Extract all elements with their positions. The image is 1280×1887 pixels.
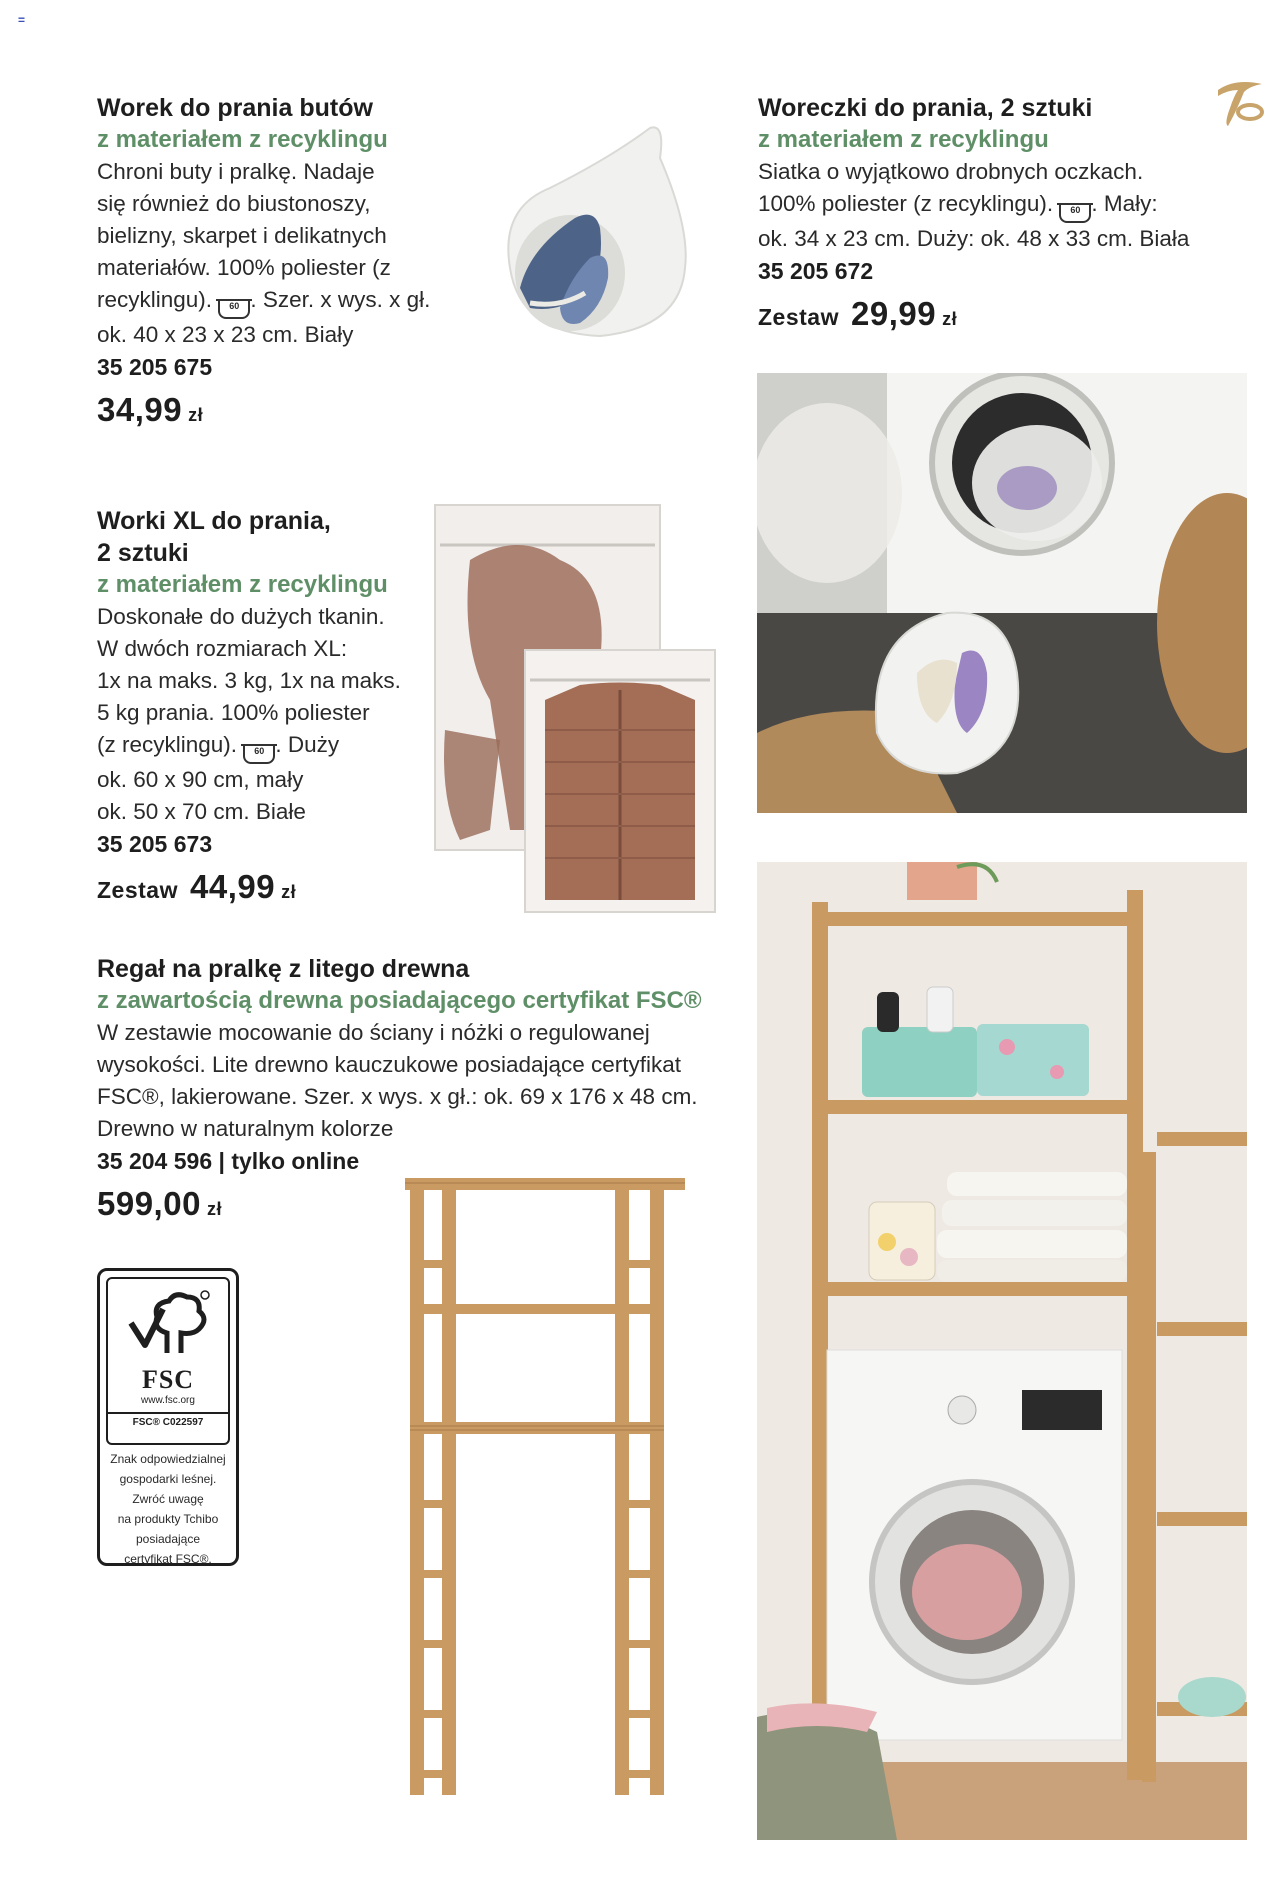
product-subtitle: z materiałem z recyklingu [758, 126, 1049, 153]
shoe-wash-bag-image [490, 118, 720, 348]
desc-line: ok. 50 x 70 cm. Białe [97, 799, 306, 824]
product-price [758, 295, 1238, 333]
price-value: 44,99 [189, 868, 276, 905]
desc-line: Chroni buty i pralkę. Nadaje [97, 159, 375, 184]
product-wash-bags-2pcs [758, 92, 1238, 333]
page-marker: = [18, 13, 26, 27]
product-subtitle: z materiałem z recyklingu [97, 571, 388, 598]
fsc-note-line: Znak odpowiedzialnej [110, 1452, 226, 1466]
xl-wash-bags-image [430, 500, 730, 920]
price-value: 34,99 [97, 391, 183, 428]
product-code: 35 205 673 [97, 831, 213, 857]
fsc-note-line: posiadające [135, 1532, 201, 1546]
product-subtitle: z zawartością drewna posiadającego certyfikat FSC® [97, 987, 702, 1014]
desc-line: 5 kg prania. 100% poliester [97, 700, 370, 725]
fsc-license: FSC® C022597 [132, 1417, 204, 1428]
wash-60-icon: 60 [1059, 203, 1091, 223]
product-title: Worek do prania butów [97, 94, 373, 122]
product-code: 35 205 672 [758, 258, 874, 284]
desc-line: ok. 34 x 23 cm. Duży: ok. 48 x 33 cm. Biała [758, 226, 1190, 251]
product-price [97, 391, 477, 429]
shelf-over-washer-photo [757, 862, 1247, 1840]
desc-line: ok. 60 x 90 cm, mały [97, 767, 304, 792]
product-shoe-wash-bag [97, 92, 477, 429]
desc-line: Doskonałe do dużych tkanin. [97, 604, 385, 629]
fsc-note-line: certyfikat FSC®. [124, 1552, 212, 1566]
price-currency: zł [188, 405, 204, 425]
desc-line: W zestawie mocowanie do ściany i nóżki o regulowanej [97, 1020, 650, 1045]
desc-line: Drewno w naturalnym kolorze [97, 1116, 394, 1141]
desc-line: . Szer. x wys. x gł. [250, 287, 431, 312]
fsc-logo-panel [106, 1277, 230, 1445]
desc-line: Siatka o wyjątkowo drobnych oczkach. [758, 159, 1144, 184]
product-subtitle: z materiałem z recyklingu [97, 126, 388, 153]
desc-line: ok. 40 x 23 x 23 cm. Biały [97, 322, 354, 347]
price-currency: zł [206, 1199, 222, 1219]
fsc-note [104, 1449, 232, 1569]
fsc-certificate-badge [97, 1268, 239, 1566]
set-label: Zestaw [758, 304, 839, 330]
desc-line: . Duży [275, 732, 340, 757]
product-title: Worki XL do prania, [97, 507, 331, 535]
set-label: Zestaw [97, 877, 178, 903]
price-currency: zł [942, 309, 958, 329]
product-title: Woreczki do prania, 2 sztuki [758, 94, 1093, 122]
desc-line: 1x na maks. 3 kg, 1x na maks. [97, 668, 401, 693]
price-currency: zł [281, 882, 297, 902]
fsc-url: www.fsc.org [141, 1395, 195, 1406]
desc-line: (z recyklingu). [97, 732, 238, 757]
desc-line: . Mały: [1091, 191, 1158, 216]
fsc-note-line: Zwróć uwagę [132, 1492, 204, 1506]
desc-line: FSC®, lakierowane. Szer. x wys. x gł.: ok. 69 x 176 x 48 cm. [97, 1084, 698, 1109]
price-value: 599,00 [97, 1185, 201, 1222]
fsc-note-line: na produkty Tchibo [117, 1512, 219, 1526]
desc-line: się również do biustonoszy, [97, 191, 371, 216]
product-code: 35 204 596 | tylko online [97, 1148, 360, 1174]
wooden-shelf-product-image [400, 1170, 700, 1810]
desc-line: wysokości. Lite drewno kauczukowe posiadające certyfikat [97, 1052, 682, 1077]
desc-line: recyklingu). [97, 287, 213, 312]
fsc-tree-check-icon [123, 1289, 213, 1361]
product-xl-wash-bags [97, 505, 457, 906]
desc-line: materiałów. 100% poliester (z [97, 255, 391, 280]
desc-line: 100% poliester (z recyklingu). [758, 191, 1054, 216]
fsc-note-line: gospodarki leśnej. [119, 1472, 217, 1486]
price-value: 29,99 [850, 295, 937, 332]
product-title: 2 sztuki [97, 539, 189, 567]
wash-60-icon: 60 [218, 299, 250, 319]
product-price [97, 868, 457, 906]
fsc-brand: FSC [141, 1365, 195, 1394]
wash-60-icon: 60 [243, 744, 275, 764]
product-code: 35 205 675 [97, 354, 213, 380]
product-title: Regał na pralkę z litego drewna [97, 955, 470, 983]
desc-line: W dwóch rozmiarach XL: [97, 636, 348, 661]
desc-line: bielizny, skarpet i delikatnych [97, 223, 387, 248]
washing-machine-mesh-bags-photo [757, 373, 1247, 813]
